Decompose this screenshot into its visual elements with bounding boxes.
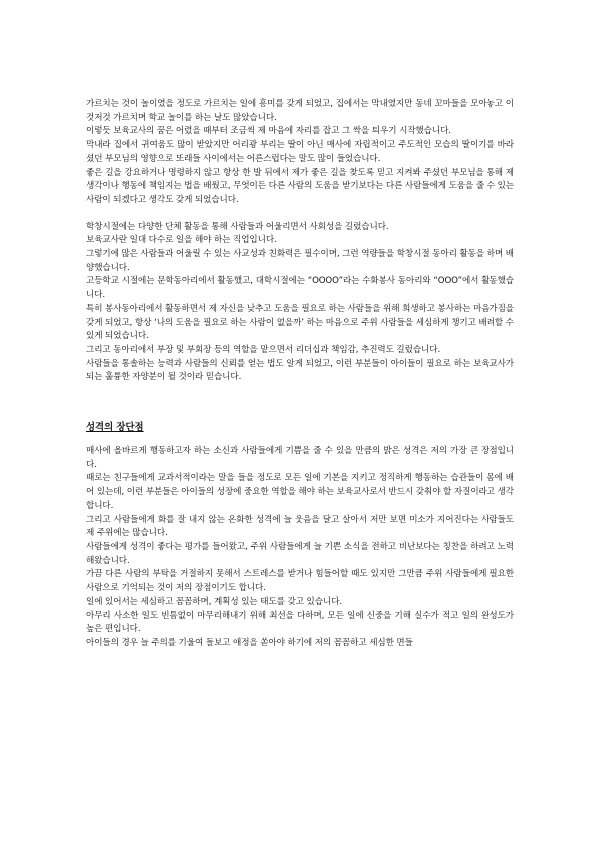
paragraph: 학창시절에는 다양한 단체 활동을 통해 사람들과 어울리면서 사회성을 길렀습니다.	[86, 221, 389, 232]
paragraph-spacer	[86, 208, 514, 221]
paragraph: 가르치는 것이 놀이였을 정도로 가르치는 일에 흥미를 갖게 되었고, 집에서는 막내였지만 동네 꼬마들을 모아놓고 이것저것 가르치며 학교 놀이를 하는 날도 많았습니다.	[86, 99, 514, 123]
paragraph: 이렇듯 보육교사의 꿈은 어렸을 때부터 조금씩 제 마음에 자리를 잡고 그 싹을 틔우기 시작했습니다.	[86, 126, 451, 137]
paragraph: 좋은 길을 강요하거나 명령하지 않고 항상 한 발 뒤에서 제가 좋은 길을 찾도록 믿고 지켜봐 주셨던 부모님을 통해 제 생각이나 행동에 책임지는 법을 배웠고, 무엇이든 다른 사람의 도움을 받기보다는 다른 사람들에게 도움을 줄 수 있는 사람이 되겠다고 생각도 갖게 되었습니다.	[86, 167, 514, 205]
section-personality	[86, 421, 514, 651]
document-page	[86, 98, 514, 651]
paragraph: 막내라 집에서 귀여움도 많이 받았지만 어리광 부리는 딸이 아닌 매사에 자립적이고 주도적인 모습의 딸이기를 바라셨던 부모님의 영향으로 또래들 사이에서는 어른스럽다는 말도 많이 들었습니다.	[86, 140, 514, 164]
section-school-life	[86, 221, 514, 385]
section-upbringing	[86, 98, 514, 208]
paragraph: 사람들에게 성격이 좋다는 평가를 들어왔고, 주위 사람들에게 늘 기쁜 소식을 전하고 비난보다는 칭찬을 하려고 노력해왔습니다.	[86, 541, 514, 566]
paragraph: 가끔 다른 사람의 부탁을 거절하지 못해서 스트레스를 받거나 힘들어할 때도 있지만 그만큼 주위 사람들에게 필요한 사람으로 기억되는 것이 저의 장점이기도 합니다.	[86, 569, 514, 594]
paragraph: 아무리 사소한 일도 빈틈없이 마무리해내기 위해 최선을 다하며, 모든 일에 신중을 기해 실수가 적고 일의 완성도가 높은 편입니다.	[86, 610, 514, 635]
paragraph: 사람들을 통솔하는 능력과 사람들의 신뢰를 얻는 법도 알게 되었고, 이런 부분들이 아이들이 필요로 하는 보육교사가 되는 훌륭한 자양분이 될 것이라 믿습니다.	[86, 358, 514, 383]
paragraph: 매사에 올바르게 행동하고자 하는 소신과 사람들에게 기쁨을 줄 수 있을 만큼의 밝은 성격은 저의 가장 큰 장점입니다.	[86, 446, 514, 470]
section-spacer	[86, 385, 514, 421]
paragraph: 그렇기에 많은 사람들과 어울릴 수 있는 사교성과 친화력은 필수이며, 그런 역량들을 학창시절 동아리 활동을 하며 배양했습니다.	[86, 249, 514, 273]
paragraph: 아이들의 경우 늘 주의를 기울여 돌보고 애정을 쏟아야 하기에 저의 꼼꼼하고 세심한 면들	[86, 637, 413, 648]
paragraph: 보육교사란 일대 다수로 일을 해야 하는 직업입니다.	[86, 235, 277, 246]
section-heading: 성격의 장단점	[86, 422, 144, 434]
paragraph: 일에 있어서는 세심하고 꼼꼼하며, 계획성 있는 태도를 갖고 있습니다.	[86, 596, 342, 607]
paragraph: 특히 봉사동아리에서 활동하면서 제 자신을 낮추고 도움을 필요로 하는 사람들을 위해 희생하고 봉사하는 마음가짐을 갖게 되었고, 항상 ‘나의 도움을 필요로 하는 사람이 없을까’ 하는 마음으로 주위 사람들을 세심하게 챙기고 배려할 수 있게 되었습니다.	[86, 303, 514, 342]
paragraph: 때로는 친구들에게 교과서적이라는 말을 들을 정도로 모든 일에 기본을 지키고 정직하게 행동하는 습관들이 몸에 배어 있는데, 이런 부분들은 아이들의 성장에 중요한 역할을 해야 하는 보육교사로서 반드시 갖춰야 할 자질이라고 생각합니다.	[86, 473, 514, 511]
paragraph: 고등학교 시절에는 문학동아리에서 활동했고, 대학시절에는 “OOOO”라는 수화봉사 동아리와 “OOO”에서 활동했습니다.	[86, 276, 514, 301]
paragraph: 그리고 동아리에서 부장 및 부회장 등의 역할을 맡으면서 리더십과 책임감, 추진력도 길렀습니다.	[86, 344, 441, 355]
paragraph: 그리고 사람들에게 화를 잘 내지 않는 온화한 성격에 늘 웃음을 달고 살아서 저만 보면 미소가 지어진다는 사람들도 제 주위에는 많습니다.	[86, 514, 514, 539]
